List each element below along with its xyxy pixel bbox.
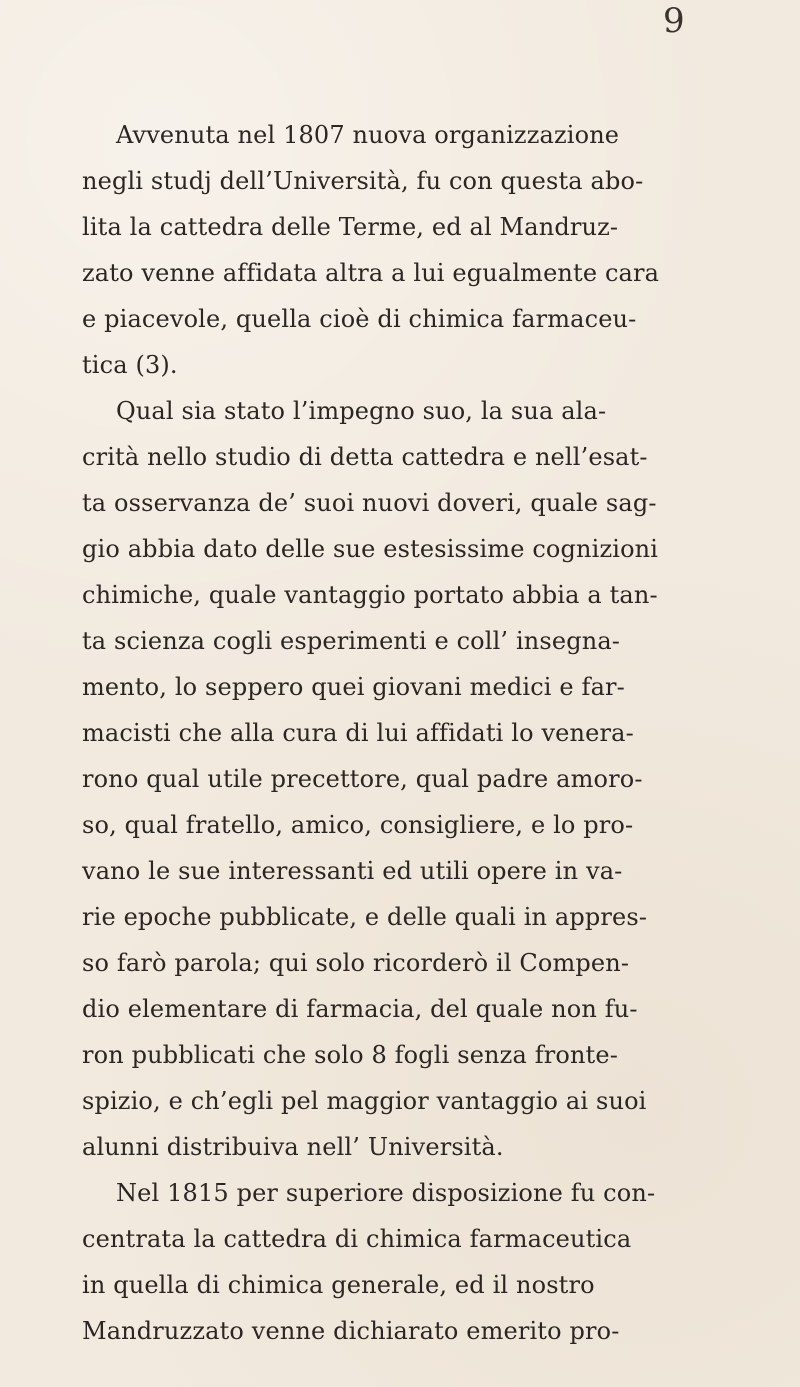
- paragraph-2-line-3: ta osservanza de’ suoi nuovi doveri, quale sag-: [82, 489, 657, 517]
- paragraph-2-line-1: Qual sia stato l’impegno suo, la sua ala-: [116, 397, 607, 425]
- paragraph-1-line-1: Avvenuta nel 1807 nuova organizzazione: [116, 121, 620, 149]
- paragraph-2-line-9: rono qual utile precettore, qual padre amoro-: [82, 765, 643, 793]
- paragraph-2-line-11: vano le sue interessanti ed utili opere in va-: [82, 857, 623, 885]
- paragraph-2-line-2: crità nello studio di detta cattedra e nell’esat-: [82, 443, 648, 471]
- paragraph-1-line-2: negli studj dell’Università, fu con questa abo-: [82, 167, 644, 195]
- paragraph-2-line-16: spizio, e ch’egli pel maggior vantaggio ai suoi: [82, 1087, 647, 1115]
- page-number: 9: [663, 1, 685, 41]
- paragraph-3-line-3: in quella di chimica generale, ed il nostro: [82, 1271, 595, 1299]
- paragraph-1-line-6: tica (3).: [82, 351, 178, 379]
- paragraph-3-line-4: Mandruzzato venne dichiarato emerito pro-: [82, 1317, 620, 1345]
- paragraph-1-line-3: lita la cattedra delle Terme, ed al Mandruz-: [82, 213, 619, 241]
- paragraph-1-line-5: e piacevole, quella cioè di chimica farmaceu-: [82, 305, 637, 333]
- paragraph-2-line-8: macisti che alla cura di lui affidati lo venera-: [82, 719, 634, 747]
- paragraph-2-line-15: ron pubblicati che solo 8 fogli senza fronte-: [82, 1041, 618, 1069]
- paragraph-2-line-14: dio elementare di farmacia, del quale non fu-: [82, 995, 638, 1023]
- paragraph-2-line-7: mento, lo seppero quei giovani medici e far-: [82, 673, 625, 701]
- paragraph-1-line-4: zato venne affidata altra a lui egualmente cara: [82, 259, 660, 287]
- paragraph-2-line-5: chimiche, quale vantaggio portato abbia a tan-: [82, 581, 658, 609]
- paragraph-3-line-1: Nel 1815 per superiore disposizione fu con-: [116, 1179, 656, 1207]
- paragraph-3-line-2: centrata la cattedra di chimica farmaceutica: [82, 1225, 632, 1253]
- paragraph-2-line-12: rie epoche pubblicate, e delle quali in appres-: [82, 903, 648, 931]
- paragraph-2-line-6: ta scienza cogli esperimenti e coll’ insegna-: [82, 627, 621, 655]
- paragraph-2-line-13: so farò parola; qui solo ricorderò il Compen-: [82, 949, 630, 977]
- paragraph-2-line-4: gio abbia dato delle sue estesissime cognizioni: [82, 535, 659, 563]
- paragraph-2-line-10: so, qual fratello, amico, consigliere, e lo pro-: [82, 811, 634, 839]
- paragraph-2-line-17: alunni distribuiva nell’ Università.: [82, 1133, 504, 1161]
